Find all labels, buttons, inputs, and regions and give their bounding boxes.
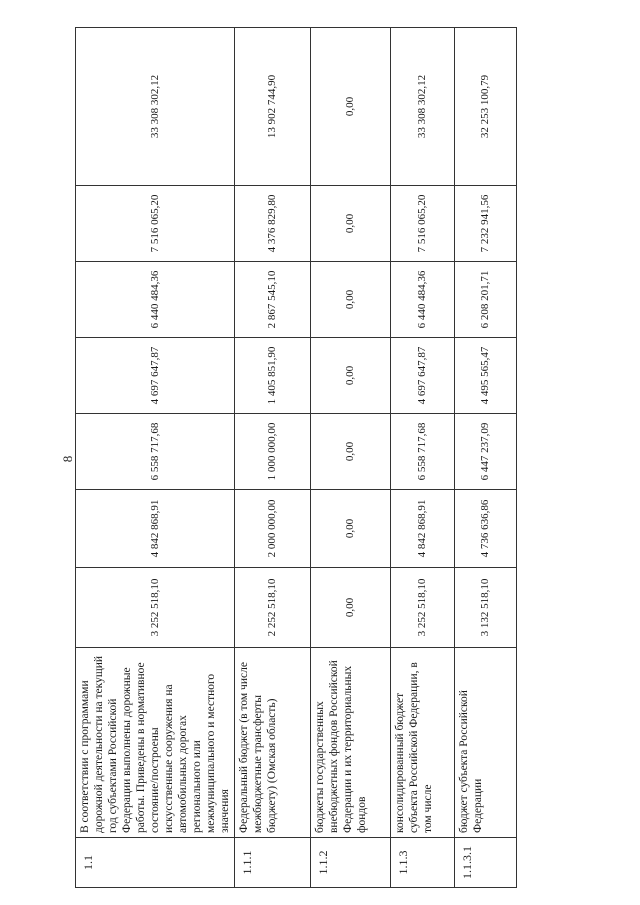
value-cell: 4 697 647,87 [391,338,455,414]
value-cell: 2 252 518,10 [235,568,311,648]
value-cell: 7 516 065,20 [76,186,235,262]
budget-table [75,27,517,888]
value-cell: 3 252 518,10 [76,568,235,648]
row-description: консолидированный бюджет субъекта Российской Федерации, в том числе [391,648,455,838]
value-cell: 0,00 [311,490,391,568]
value-cell: 2 867 545,10 [235,262,311,338]
value-cell: 0,00 [311,262,391,338]
value-cell: 0,00 [311,186,391,262]
value-cell: 4 842 868,91 [76,490,235,568]
table-row [235,28,311,888]
value-cell: 0,00 [311,568,391,648]
row-code: 1.1 [76,838,235,888]
table-row [391,28,455,888]
row-code: 1.1.2 [311,838,391,888]
value-cell: 4 495 565,47 [455,338,517,414]
value-cell: 32 253 100,79 [455,28,517,186]
rotated-table-container [75,28,495,888]
value-cell: 4 376 829,80 [235,186,311,262]
value-cell: 0,00 [311,28,391,186]
page-number: 8 [60,455,75,463]
value-cell: 6 440 484,36 [391,262,455,338]
row-description: бюджеты государственных внебюджетных фондов Российской Федерации и их территориальных фондов [311,648,391,838]
value-cell: 6 208 201,71 [455,262,517,338]
row-code: 1.1.3 [391,838,455,888]
row-code: 1.1.1 [235,838,311,888]
value-cell: 1 405 851,90 [235,338,311,414]
table-row [311,28,391,888]
value-cell: 3 252 518,10 [391,568,455,648]
table-body [76,28,517,888]
value-cell: 0,00 [311,338,391,414]
value-cell: 4 842 868,91 [391,490,455,568]
value-cell: 33 308 302,12 [76,28,235,186]
row-description: бюджет субъекта Российской Федерации [455,648,517,838]
row-description: Федеральный бюджет (в том числе межбюджетные трансферты бюджету) (Омская область) [235,648,311,838]
value-cell: 6 447 237,09 [455,414,517,490]
value-cell: 13 902 744,90 [235,28,311,186]
value-cell: 33 308 302,12 [391,28,455,186]
value-cell: 3 132 518,10 [455,568,517,648]
value-cell: 2 000 000,00 [235,490,311,568]
value-cell: 7 232 941,56 [455,186,517,262]
rotated-table [75,28,495,888]
value-cell: 7 516 065,20 [391,186,455,262]
table-row [76,28,235,888]
value-cell: 1 000 000,00 [235,414,311,490]
value-cell: 6 558 717,68 [391,414,455,490]
value-cell: 4 697 647,87 [76,338,235,414]
row-code: 1.1.3.1 [455,838,517,888]
value-cell: 6 558 717,68 [76,414,235,490]
value-cell: 6 440 484,36 [76,262,235,338]
value-cell: 0,00 [311,414,391,490]
row-description: В соответствии с программами дорожной деятельности на текущий год субъектами Российской Федерации выполнены дорожные работы. Приведены в нормативное состояние/построены искусственные сооружения на автомобильных дорогах регионального или межмуниципального и местного значения [76,648,235,838]
table-row [455,28,517,888]
value-cell: 4 736 636,86 [455,490,517,568]
